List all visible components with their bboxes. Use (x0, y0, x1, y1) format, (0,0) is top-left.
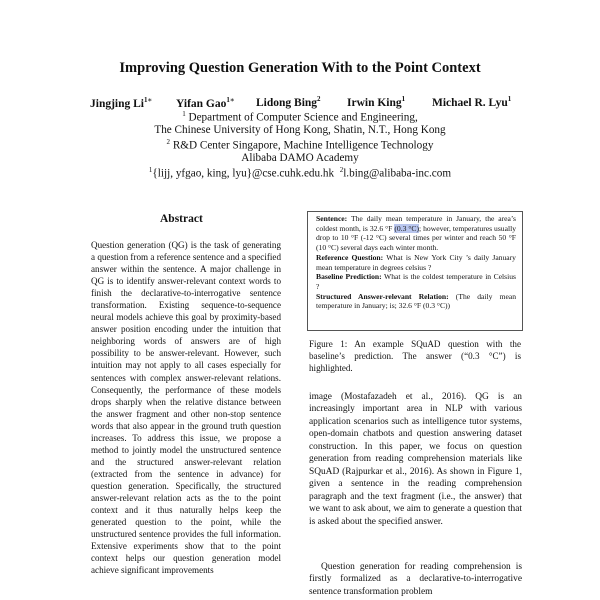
author-name: Irwin King$^1$ (347, 95, 406, 109)
figure-sentence-label: Sentence: (316, 214, 348, 223)
affiliation-line: Alibaba DAMO Academy (241, 152, 359, 164)
author-name: Lidong Bing$^2$ (256, 95, 321, 109)
affiliation-line: The Chinese University of Hong Kong, Shatin, N.T., Hong Kong (154, 124, 446, 136)
body-paragraph: image (Mostafazadeh et al., 2016). QG is an increasingly important area in NLP with various application scenarios such as intelligence tutor systems, open-domain chatbots and question answering dataset construction. In this paper, we focus on question generation from reading comprehension materials like SQuAD (Rajpurkar et al., 2016). As shown in Figure 1, given a sentence in the reading comprehension paragraph and the text fragment (i.e., the answer) that we want to ask about, we aim to generate a question that is asked about the specified answer. (309, 392, 522, 527)
relation-label: Structured Answer-relevant Relation: (316, 291, 449, 301)
paper-title: Improving Question Generation With to the Point Context (119, 60, 481, 76)
author-name: Michael R. Lyu$^1$ (432, 95, 512, 109)
abstract-text: Question generation (QG) is the task of generating a question from a reference sentence and a specified answer within the sentence. A major challenge in QG is to identify answer-relevant context words to finish the declarative-to-interrogative sentence transformation. Existing sequence-to-sequence neural models achieve this goal by proximity-based answer position encoding under the intuition that neighboring words of answers are of high possibility to be answer-relevant. However, such intuition may not apply to all cases especially for sentences with complex answer-relevant relations. Consequently, the performance of these models drops sharply when the relative distance between the answer fragment and other non-stop sentence words that also appear in the ground truth question increases. To address this issue, we propose a method to jointly model the unstructured sentence and the structured answer-relevant relation (extracted from the sentence in advance) for question generation. Specifically, the structured answer-relevant relation acts as the to the point context and it thus naturally helps keep the generated question to the point, while the unstructured sentence provides the full information. Extensive experiments show that to the point context helps our question generation model achieve significant improvements (91, 240, 281, 576)
figure-sentence: The daily mean temperature in January, the area’s coldest month, is 32.6 °F (316, 214, 516, 233)
answer-highlight: (0.3 °C) (394, 223, 420, 233)
baseline-prediction-label: Baseline Prediction: (316, 272, 382, 282)
affiliation-line: $^2$ R&D Center Singapore, Machine Intelligence Technology (166, 138, 434, 152)
affiliation-line: $^1$ Department of Computer Science and Engineering, (182, 110, 418, 124)
figure-caption: Figure 1: An example SQuAD question with the baseline’s prediction. The answer (“0.3 °C”) is highlighted. (309, 339, 521, 374)
body-paragraph: Question generation for reading comprehension is firstly formalized as a declarative-to-interrogative sentence transformation problem (309, 562, 522, 597)
figure-1-content (316, 214, 516, 311)
author-name: Yifan Gao$^{1∗}$ (176, 96, 235, 110)
figure-sentence-rest: ; however, temperatures usually drop to 10 °F (-12 °C) several times per winter and reach 50 °F (10 °C) several days each winter month. (316, 223, 516, 253)
author-name: Jingjing $Li^{1∗}$ (90, 96, 153, 110)
reference-question: What is New York City ’s daily January mean temperature in degrees celsius ? (316, 252, 516, 272)
relation-text: (The daily mean temperature in January; is; 32.6 °F (0.3 °C)) (316, 291, 517, 311)
baseline-prediction: What is the coldest temperature in Celsius ? (316, 272, 516, 291)
abstract-heading: Abstract (160, 213, 203, 225)
email-line: $^1${lijj, yfgao, king, lyu}@cse.cuhk.edu.hk $^2$l.bing@alibaba-inc.com (148, 166, 452, 180)
reference-question-label: Reference Question: (316, 252, 384, 262)
